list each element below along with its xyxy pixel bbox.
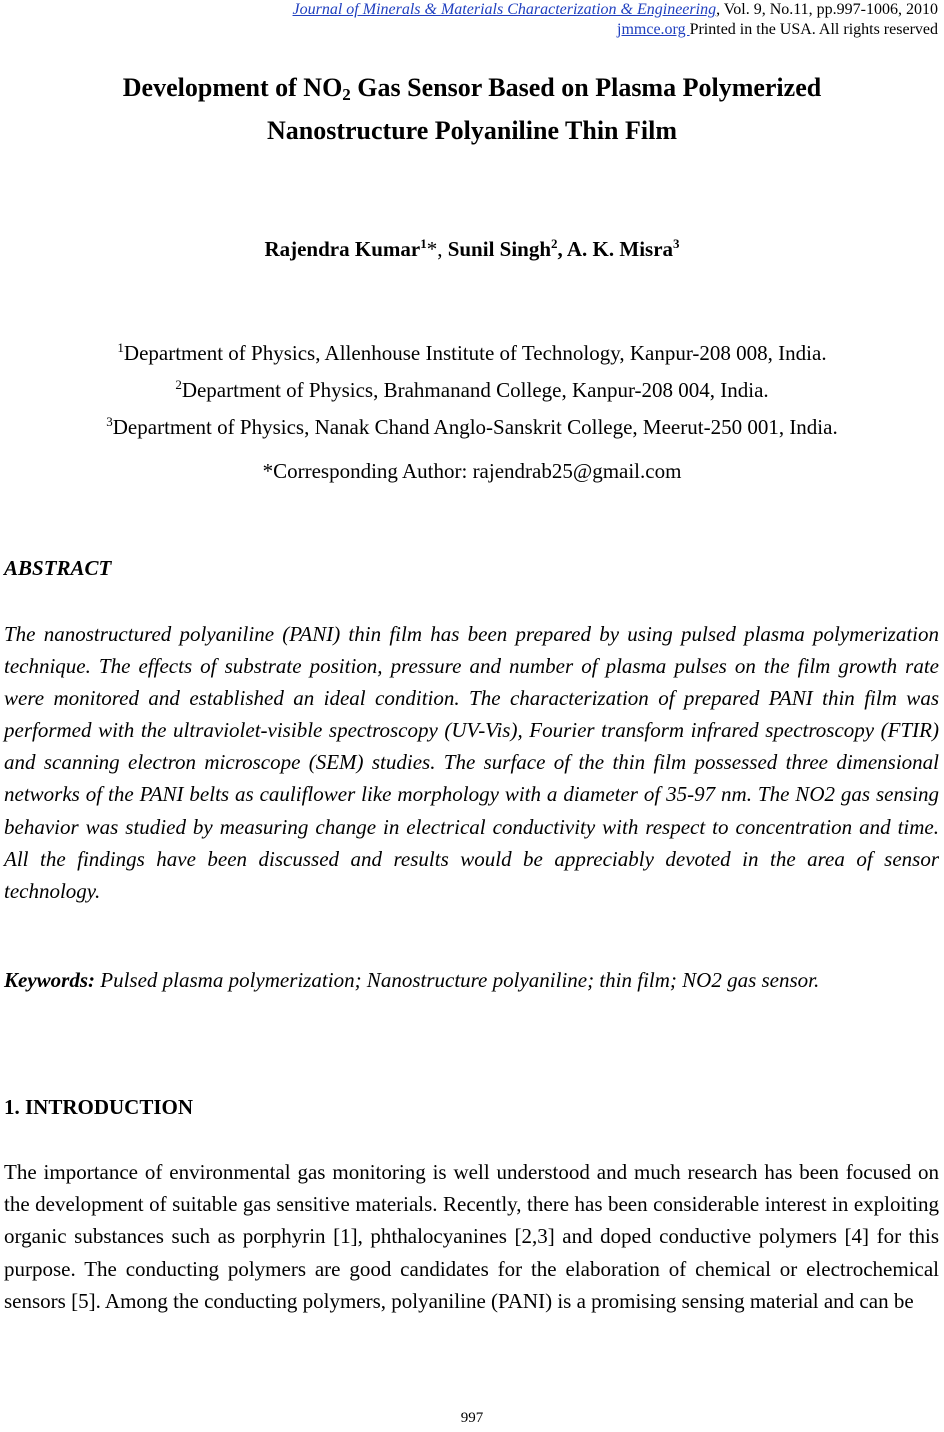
author-suffix: *, bbox=[426, 237, 448, 261]
running-header bbox=[293, 0, 938, 40]
affiliation bbox=[0, 369, 944, 406]
affiliation-text: Department of Physics, Nanak Chand Anglo-Sanskrit College, Meerut-250 001, India. bbox=[112, 415, 838, 439]
keywords-label: Keywords: bbox=[4, 968, 95, 992]
rights-text: Printed in the USA. All rights reserved bbox=[689, 21, 938, 38]
keywords bbox=[4, 968, 939, 993]
site-line bbox=[293, 20, 938, 40]
keywords-text: Pulsed plasma polymerization; Nanostructure polyaniline; thin film; NO2 gas sensor. bbox=[95, 968, 820, 992]
affiliation-text: Department of Physics, Brahmanand College, Kanpur-208 004, India. bbox=[181, 378, 769, 402]
affiliation bbox=[0, 406, 944, 443]
journal-link[interactable]: Journal of Minerals & Materials Characterization & Engineering bbox=[292, 1, 717, 18]
title-subscript: 2 bbox=[342, 85, 351, 104]
abstract-text: The nanostructured polyaniline (PANI) thin film has been prepared by using pulsed plasma polymerization technique. The effects of substrate position, pressure and number of plasma pulses on the film growth rate were monitored and established an ideal condition. The characterization of prepared PANI thin film was performed with the ultraviolet-visible spectroscopy (UV-Vis), Fourier transform infrared spectroscopy (FTIR) and scanning electron microscope (SEM) studies. The surface of the thin film possessed three dimensional networks of the PANI belts as cauliflower like morphology with a diameter of 35-97 nm. The NO2 gas sensing behavior was studied by measuring change in electrical conductivity with respect to concentration and time. All the findings have been discussed and results would be appreciably devoted in the area of sensor technology. bbox=[4, 622, 939, 903]
affiliations bbox=[0, 332, 944, 443]
author: Sunil Singh bbox=[447, 237, 552, 261]
affiliation-sup: 3 bbox=[106, 414, 113, 429]
author-sup: 3 bbox=[673, 236, 680, 251]
corresponding-author: *Corresponding Author: rajendrab25@gmail.com bbox=[262, 459, 682, 483]
author-sup: 2 bbox=[551, 236, 558, 251]
page-number: 997 bbox=[460, 1410, 484, 1426]
title-part1: Development of NO bbox=[122, 73, 343, 102]
author: A. K. Misra bbox=[566, 237, 674, 261]
volume-info: , Vol. 9, No.11, pp.997-1006, 2010 bbox=[716, 1, 938, 18]
site-link[interactable]: jmmce.org bbox=[617, 21, 690, 38]
title-line2: Nanostructure Polyaniline Thin Film bbox=[266, 116, 678, 145]
author: Rajendra Kumar bbox=[264, 237, 421, 261]
introduction-text: The importance of environmental gas monitoring is well understood and much research has been focused on the development of suitable gas sensitive materials. Recently, there has been considerable interest in exploiting organic substances such as porphyrin [1], phthalocyanines [2,3] and doped conductive polymers [4] for this purpose. The conducting polymers are good candidates for the elaboration of chemical or electrochemical sensors [5]. Among the conducting polymers, polyaniline (PANI) is a promising sensing material and can be bbox=[4, 1160, 939, 1313]
affiliation-sup: 1 bbox=[117, 340, 124, 355]
author-list bbox=[0, 236, 944, 262]
title-part2: Gas Sensor Based on Plasma Polymerized bbox=[350, 73, 822, 102]
affiliation-text: Department of Physics, Allenhouse Institute of Technology, Kanpur-208 008, India. bbox=[123, 341, 827, 365]
affiliation-sup: 2 bbox=[175, 377, 182, 392]
journal-line bbox=[293, 0, 938, 20]
abstract-heading: ABSTRACT bbox=[4, 556, 112, 580]
author-sup: 1 bbox=[420, 236, 427, 251]
affiliation bbox=[0, 332, 944, 369]
paper-title bbox=[0, 70, 944, 149]
introduction-heading: 1. INTRODUCTION bbox=[4, 1095, 194, 1119]
author-suffix: , bbox=[557, 237, 567, 261]
